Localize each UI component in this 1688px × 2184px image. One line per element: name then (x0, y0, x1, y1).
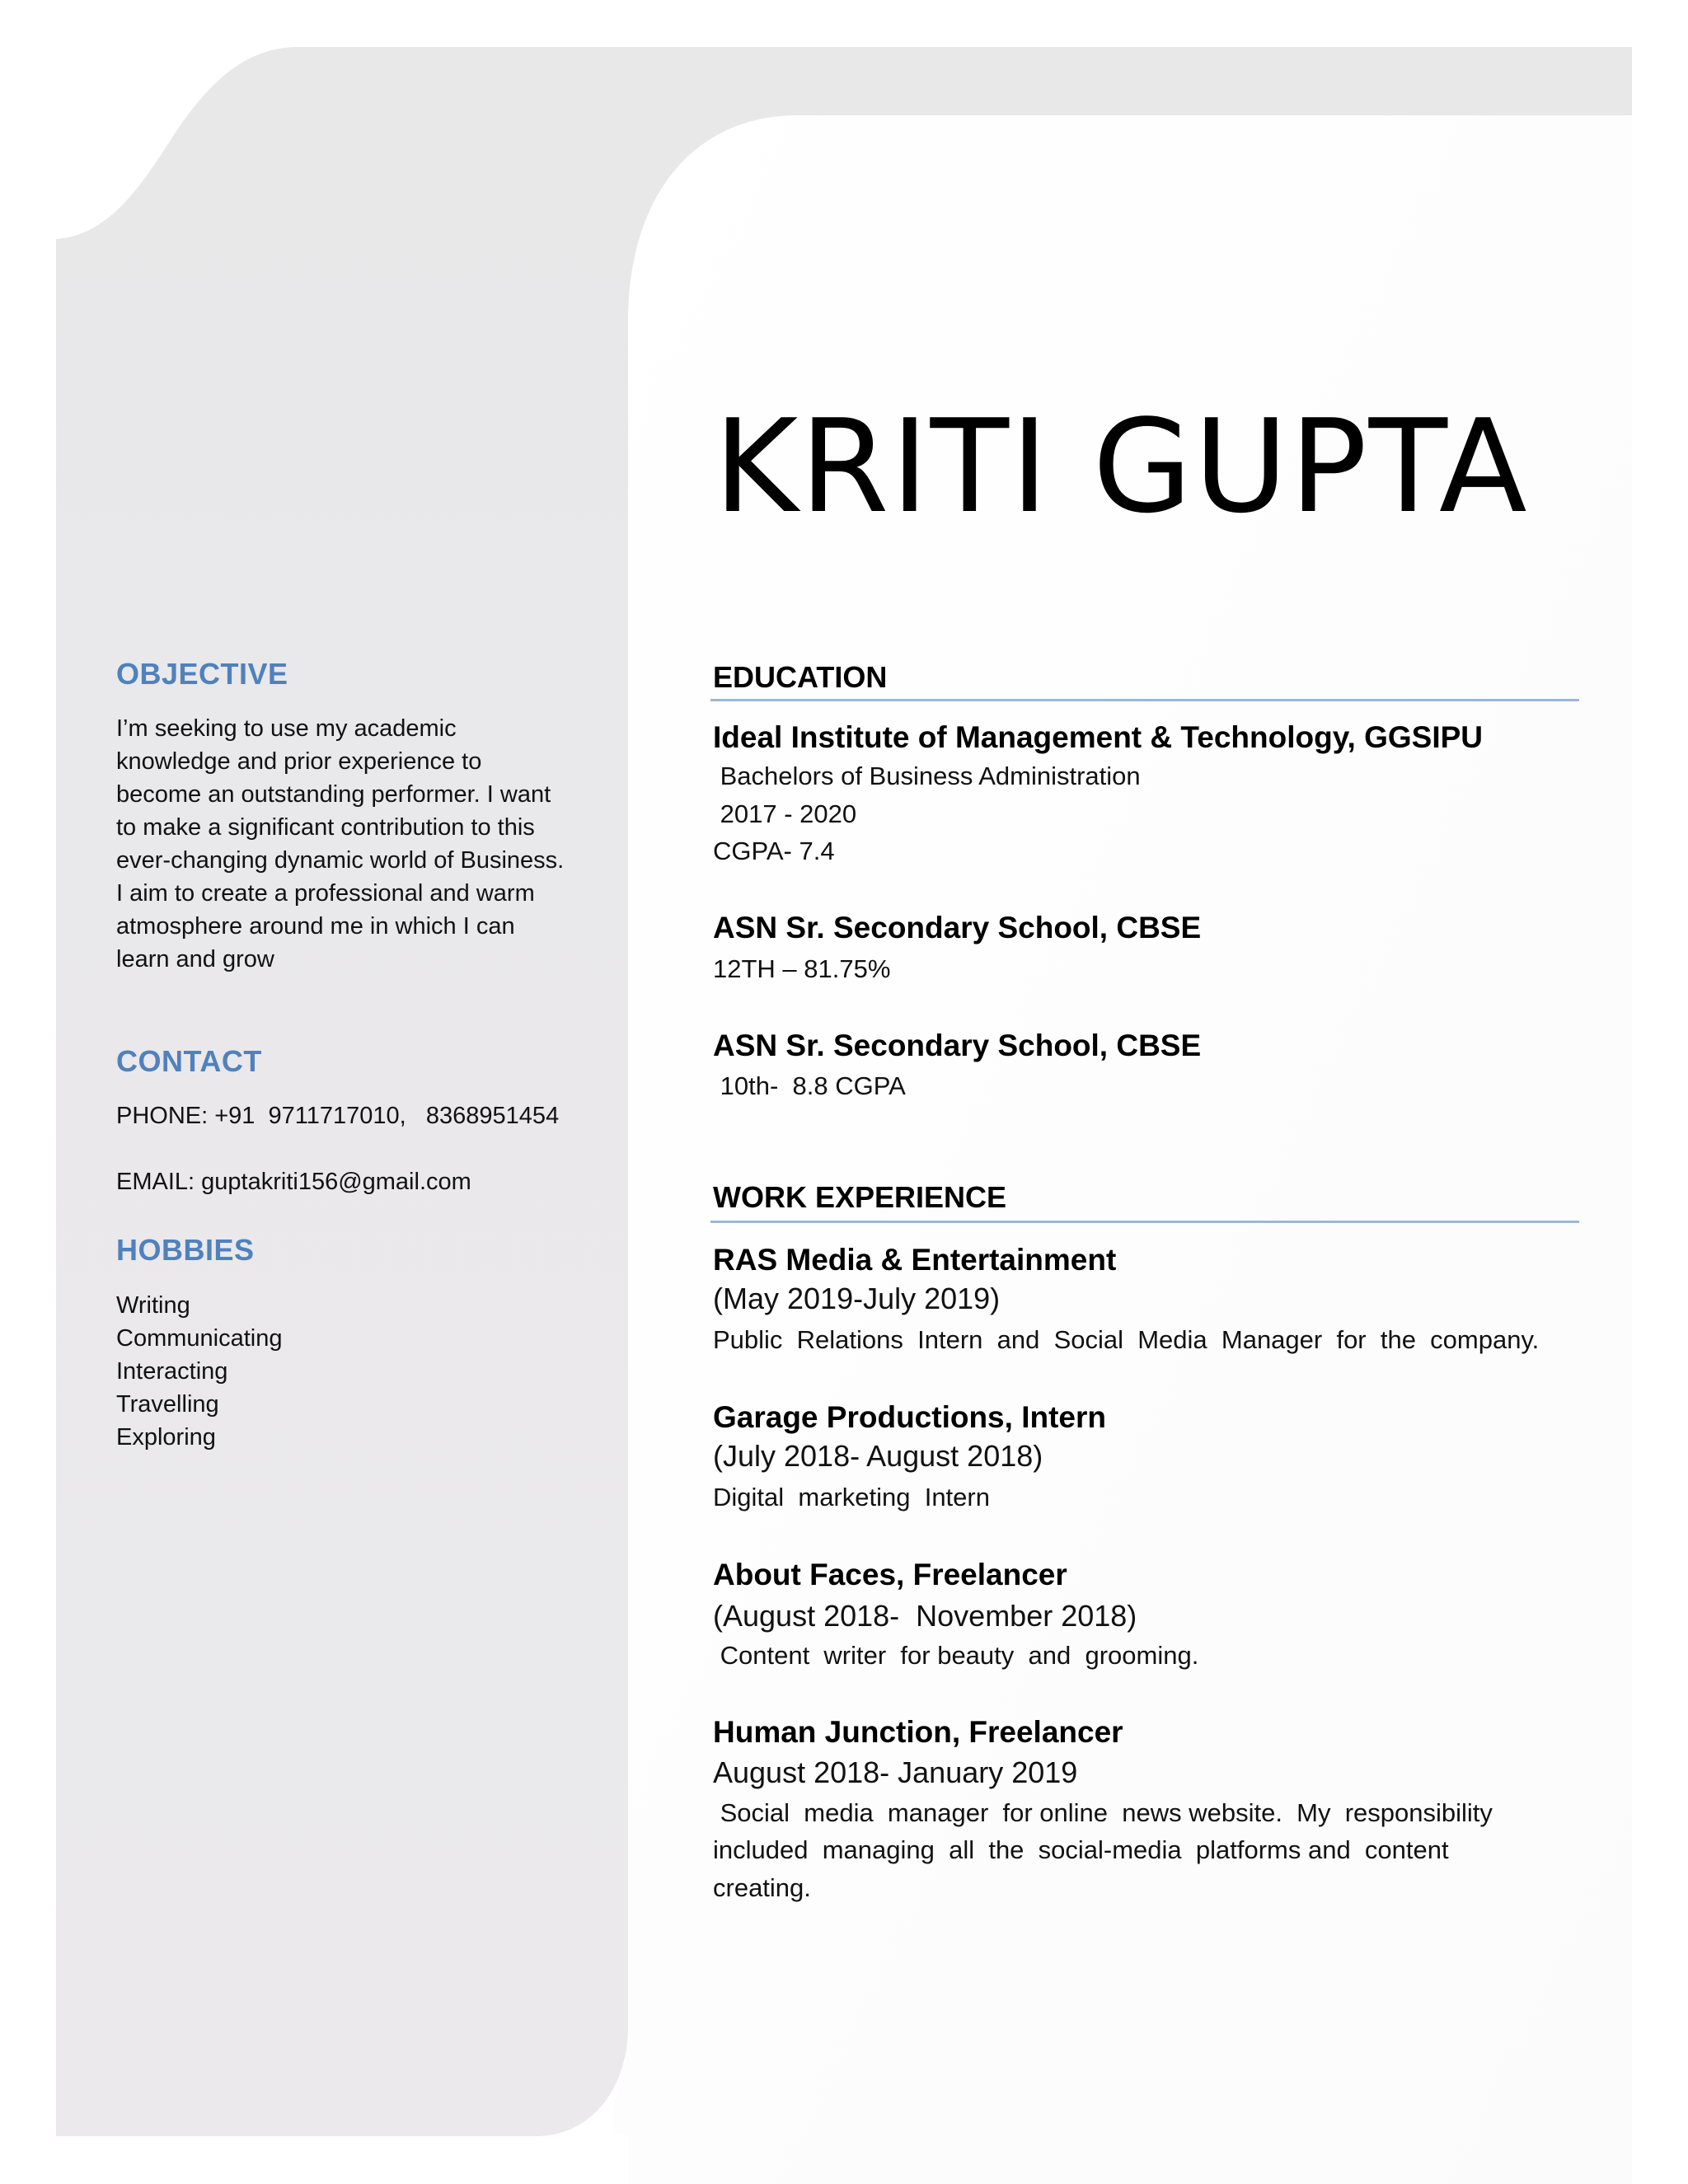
hobbies-list (116, 1289, 282, 1454)
objective-line: ever-changing dynamic world of Business. (116, 847, 565, 874)
experience-company: About Faces, Freelancer (713, 1558, 1067, 1591)
experience-description: Public Relations Intern and Social Media Manager for the company. (713, 1325, 1540, 1354)
experience-company: Garage Productions, Intern (713, 1400, 1106, 1434)
experience-period: (July 2018- August 2018) (713, 1439, 1043, 1473)
education-heading: EDUCATION (713, 660, 888, 694)
education-institution: Ideal Institute of Management & Technology, GGSIPU (713, 720, 1483, 754)
objective-line: I aim to create a professional and warm (116, 880, 535, 907)
experience-description: Digital marketing Intern (713, 1483, 990, 1511)
objective-line: knowledge and prior experience to (116, 748, 482, 775)
experience-description: creating. (713, 1873, 811, 1902)
contact-heading: CONTACT (116, 1044, 262, 1078)
experience-rule (710, 1221, 1579, 1223)
experience-period: (May 2019-July 2019) (713, 1282, 1001, 1315)
objective-heading: OBJECTIVE (116, 657, 288, 691)
hobbies-heading: HOBBIES (116, 1233, 255, 1267)
experience-description: Content writer for beauty and grooming. (713, 1641, 1199, 1670)
education-rule (710, 699, 1579, 701)
objective-line: I’m seeking to use my academic (116, 715, 457, 742)
objective-line: learn and grow (116, 946, 274, 972)
contact-email[interactable]: EMAIL: guptakriti156@gmail.com (116, 1169, 471, 1195)
education-institution: ASN Sr. Secondary School, CBSE (713, 1029, 1202, 1062)
education-detail: Bachelors of Business Administration (713, 762, 1141, 790)
objective-line: to make a significant contribution to this (116, 814, 535, 841)
education-institution: ASN Sr. Secondary School, CBSE (713, 911, 1202, 944)
education-detail: 10th- 8.8 CGPA (713, 1071, 906, 1100)
education-detail: 2017 - 2020 (713, 799, 857, 828)
objective-line: become an outstanding performer. I want (116, 781, 551, 808)
contact-phone: PHONE: +91 9711717010, 8368951454 (116, 1103, 560, 1129)
experience-description: included managing all the social-media platforms and content (713, 1835, 1449, 1864)
experience-period: August 2018- January 2019 (713, 1755, 1078, 1789)
education-detail: CGPA- 7.4 (713, 837, 835, 865)
hobby-item: Interacting (116, 1358, 228, 1385)
hobby-item: Travelling (116, 1391, 219, 1418)
hobby-item: Writing (116, 1292, 190, 1319)
candidate-name: KRITI GUPTA (714, 391, 1529, 541)
experience-company: Human Junction, Freelancer (713, 1715, 1123, 1749)
experience-period: (August 2018- November 2018) (713, 1599, 1137, 1633)
hobby-item: Communicating (116, 1325, 283, 1352)
experience-heading: WORK EXPERIENCE (713, 1180, 1007, 1214)
objective-line: atmosphere around me in which I can (116, 913, 515, 940)
experience-description: Social media manager for online news website. My responsibility (713, 1798, 1493, 1827)
education-detail: 12TH – 81.75% (713, 954, 891, 983)
objective-text (116, 712, 611, 976)
hobby-item: Exploring (116, 1424, 216, 1451)
experience-company: RAS Media & Entertainment (713, 1243, 1117, 1277)
